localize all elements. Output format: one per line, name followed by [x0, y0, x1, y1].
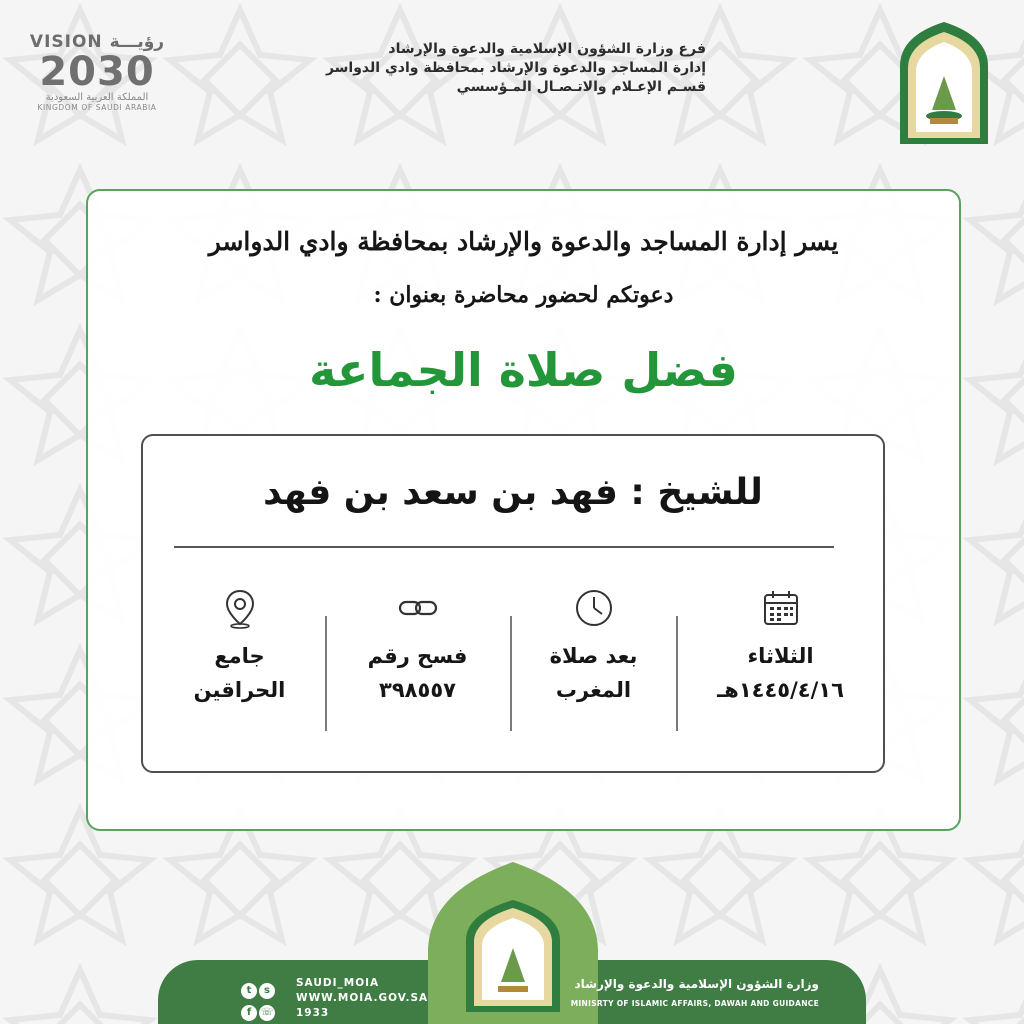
detail-permit-number	[335, 586, 500, 756]
vision-year: 2030	[39, 49, 155, 95]
location-line-2: الحراقين	[193, 678, 286, 702]
permit-label: فسح رقم	[367, 644, 468, 668]
invitation-line-1: يسر إدارة المساجد والدعوة والإرشاد بمحافظة وادي الدواسر	[208, 227, 839, 256]
permit-number: ٣٩٨٥٥٧	[379, 678, 456, 702]
clock-icon	[572, 586, 616, 630]
ministry-name-arabic: وزارة الشؤون الإسلامية والدعوة والإرشاد	[574, 977, 819, 991]
invitation-card	[86, 189, 961, 831]
link-icon	[396, 586, 440, 630]
detail-time	[511, 586, 676, 756]
footer-contacts	[296, 976, 428, 1021]
footer-ministry-name	[571, 977, 819, 1008]
twitter-icon[interactable]: t	[241, 983, 257, 999]
lecture-details-box	[141, 434, 885, 773]
date-hijri: ١٤٤٥/٤/١٦هـ	[717, 678, 844, 702]
vision-label: VISION رؤيـــة	[29, 32, 165, 52]
social-handle[interactable]: SAUDI_MOIA	[296, 977, 380, 989]
vision-kingdom-english: KINGDOM OF SAUDI ARABIA	[37, 103, 157, 112]
calendar-icon	[759, 586, 803, 630]
lecturer-name: للشيخ : فهد بن سعد بن فهد	[263, 472, 763, 513]
lecture-title: فضل صلاة الجماعة	[309, 343, 738, 397]
phone-icon[interactable]: ☏	[259, 1005, 275, 1021]
website-link[interactable]: WWW.MOIA.GOV.SA	[296, 992, 429, 1004]
detail-date	[683, 586, 878, 756]
invitation-line-2: دعوتكم لحضور محاضرة بعنوان :	[373, 282, 674, 308]
ministry-name-english: MINISRTY OF ISLAMIC AFFAIRS, DAWAH AND GUIDANCE	[570, 999, 819, 1008]
divider	[174, 546, 834, 548]
detail-location	[157, 586, 322, 756]
vision-kingdom-arabic: المملكة العربية السعودية	[45, 92, 149, 103]
facebook-icon[interactable]: f	[241, 1005, 257, 1021]
location-line-1: جامع	[214, 644, 265, 668]
header-line-administration: إدارة المساجد والدعوة والإرشاد بمحافظة وادي الدواسر	[325, 60, 706, 76]
phone-number[interactable]: 1933	[296, 1007, 330, 1019]
date-day: الثلاثاء	[747, 644, 814, 668]
snapchat-icon[interactable]: s	[259, 983, 275, 999]
social-icons	[240, 978, 284, 1022]
location-pin-icon	[218, 586, 262, 630]
time-line-1: بعد صلاة	[549, 644, 638, 668]
ministry-emblem-icon	[894, 18, 994, 146]
header-organization-text	[286, 40, 706, 97]
vision-2030-logo	[22, 32, 172, 127]
time-line-2: المغرب	[555, 678, 632, 702]
header-line-department: قسـم الإعـلام والاتـصـال المـؤسسي	[456, 79, 706, 95]
header-line-branch: فرع وزارة الشؤون الإسلامية والدعوة والإرشاد	[388, 41, 706, 57]
